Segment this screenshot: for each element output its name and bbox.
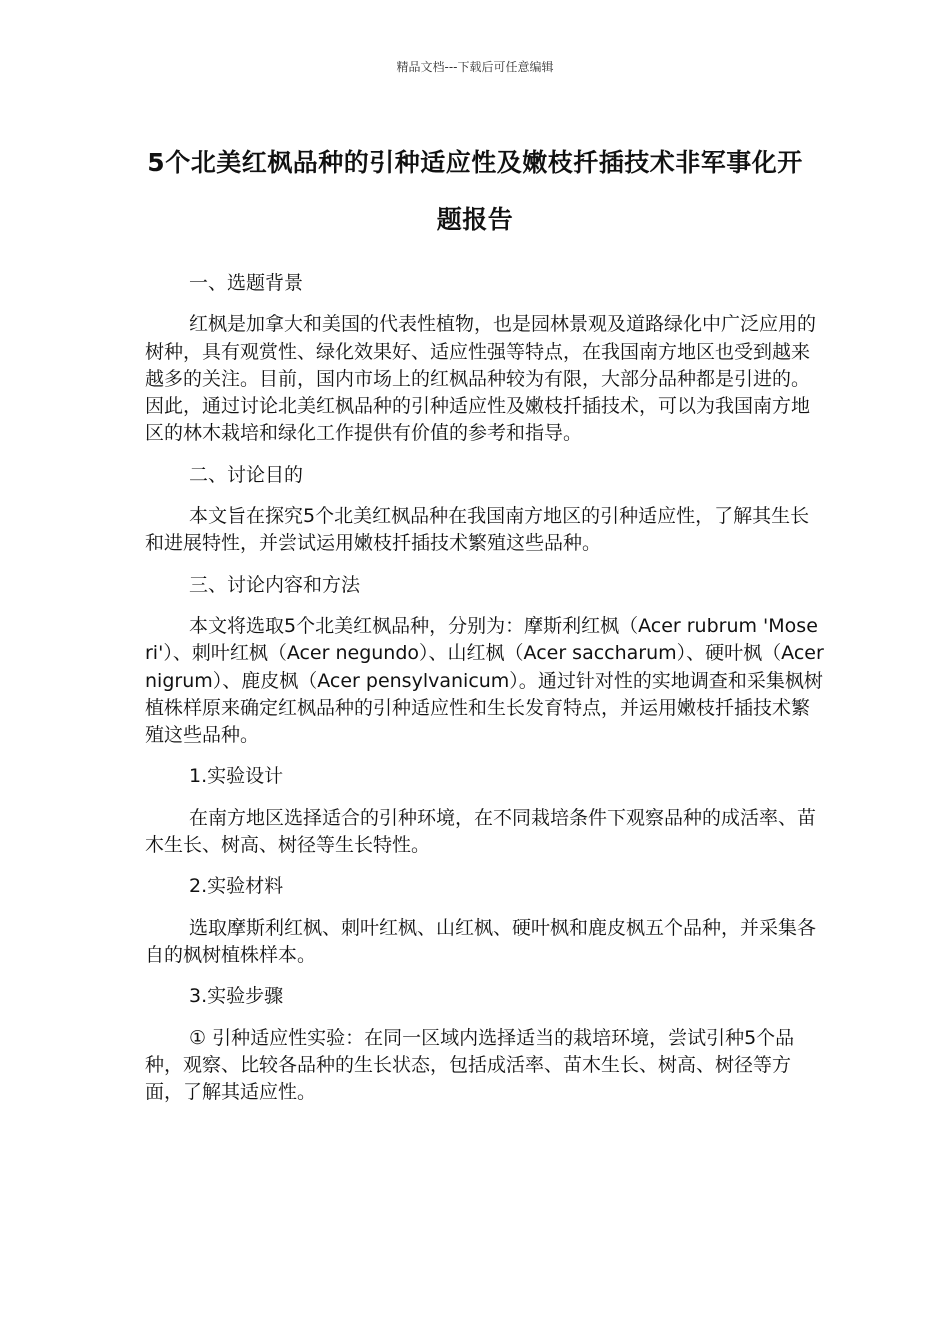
subsection-heading: 3.实验步骤	[189, 985, 284, 1008]
body-paragraph: 本文旨在探究5个北美红枫品种在我国南方地区的引种适应性，了解其生长和进展特性，并尝试运用嫩枝扦插技术繁殖这些品种。	[145, 505, 810, 555]
document-title: 5个北美红枫品种的引种适应性及嫩枝扦插技术非军事化开题报告	[147, 148, 803, 234]
header-note: 精品文档---下载后可任意编辑	[396, 60, 554, 74]
body-paragraph: 本文将选取5个北美红枫品种，分别为：摩斯利红枫（Acer rubrum 'Moseri'）、刺叶红枫（Acer negundo）、山红枫（Acer saccharum）、硬叶枫（Acer nigrum）、鹿皮枫（Acer pensylvanicum）。通过针对性的实地调查和采集枫树植株样原来确定红枫品种的引种适应性和生长发育特点，并运用嫩枝扦插技术繁殖这些品种。	[145, 614, 824, 747]
section-heading: 一、选题背景	[189, 272, 304, 294]
section-heading: 二、讨论目的	[189, 463, 304, 486]
body-paragraph: 在南方地区选择适合的引种环境，在不同栽培条件下观察品种的成活率、苗木生长、树高、树径等生长特性。	[145, 806, 817, 857]
body-paragraph: 选取摩斯利红枫、刺叶红枫、山红枫、硬叶枫和鹿皮枫五个品种，并采集各自的枫树植株样本。	[145, 916, 817, 966]
subsection-heading: 2.实验材料	[189, 875, 284, 898]
document-body	[145, 270, 825, 1120]
section-heading: 三、讨论内容和方法	[189, 573, 361, 596]
body-paragraph: 红枫是加拿大和美国的代表性植物，也是园林景观及道路绿化中广泛应用的树种，具有观赏性、绿化效果好、适应性强等特点，在我国南方地区也受到越来越多的关注。目前，国内市场上的红枫品种较为有限，大部分品种都是引进的。因此，通过讨论北美红枫品种的引种适应性及嫩枝扦插技术，可以为我国南方地区的林木栽培和绿化工作提供有价值的参考和指导。	[145, 313, 817, 445]
body-paragraph: ① 引种适应性实验：在同一区域内选择适当的栽培环境，尝试引种5个品种，观察、比较各品种的生长状态，包括成活率、苗木生长、树高、树径等方面，了解其适应性。	[145, 1026, 795, 1104]
subsection-heading: 1.实验设计	[189, 765, 284, 788]
